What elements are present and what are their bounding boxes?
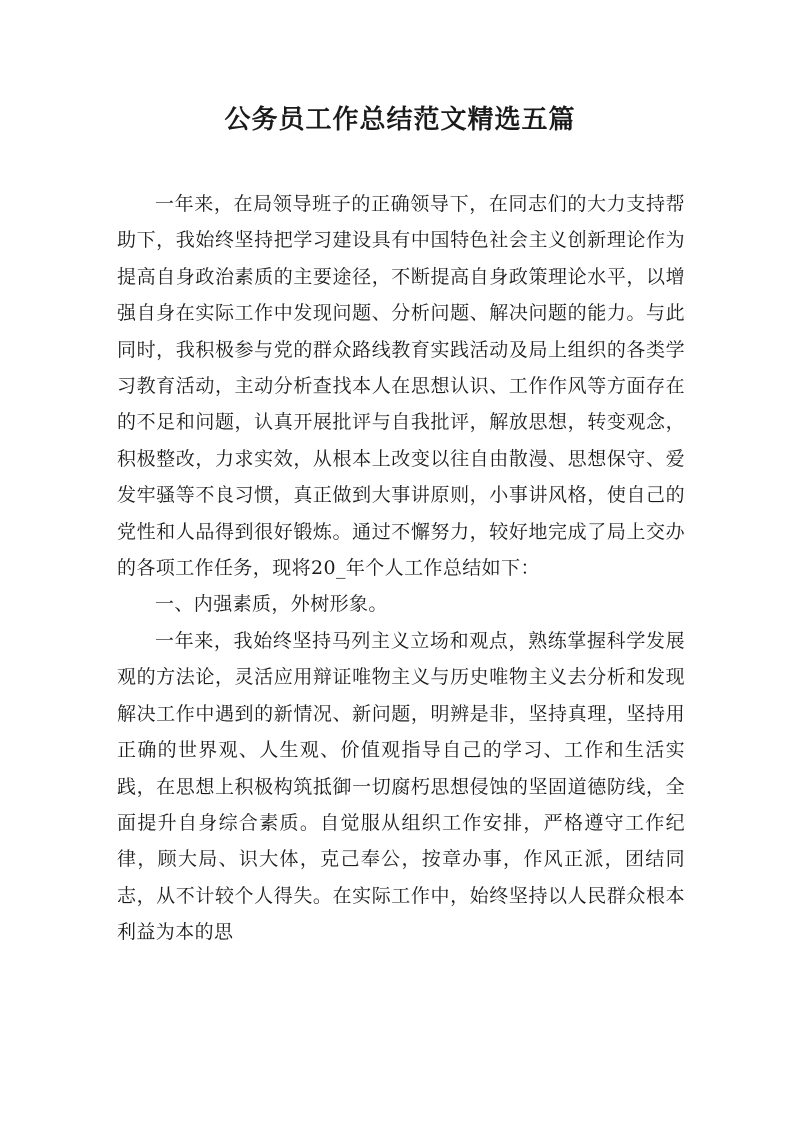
section-heading-1: 一、内强素质，外树形象。 bbox=[155, 593, 388, 616]
document-title: 公务员工作总结范文精选五篇 bbox=[224, 105, 576, 135]
document-body bbox=[117, 186, 685, 951]
paragraph-intro: 一年来，在局领导班子的正确领导下，在同志们的大力支持帮助下，我始终坚持把学习建设具有中国特色社会主义创新理论作为提高自身政治素质的主要途径，不断提高自身政策理论水平，以增强自身在实际工作中发现问题、分析问题、解决问题的能力。与此同时，我积极参与党的群众路线教育实践活动及局上组织的各类学习教育活动，主动分析查找本人在思想认识、工作作风等方面存在的不足和问题，认真开展批评与自我批评，解放思想，转变观念，积极整改，力求实效，从根本上改变以往自由散漫、思想保守、爱发牢骚等不良习惯，真正做到大事讲原则，小事讲风格，使自己的党性和人品得到很好锻炼。通过不懈努力，较好地完成了局上交办的各项工作任务，现将20_年个人工作总结如下： bbox=[117, 193, 685, 580]
paragraph-section-1: 一年来，我始终坚持马列主义立场和观点，熟练掌握科学发展观的方法论，灵活应用辩证唯物主义与历史唯物主义去分析和发现解决工作中遇到的新情况、新问题，明辨是非，坚持真理，坚持用正确的世界观、人生观、价值观指导自己的学习、工作和生活实践，在思想上积极构筑抵御一切腐朽思想侵蚀的坚固道德防线，全面提升自身综合素质。自觉服从组织工作安排，严格遵守工作纪律，顾大局、识大体，克己奉公，按章办事，作风正派，团结同志，从不计较个人得失。在实际工作中，始终坚持以人民群众根本利益为本的思 bbox=[117, 629, 685, 944]
